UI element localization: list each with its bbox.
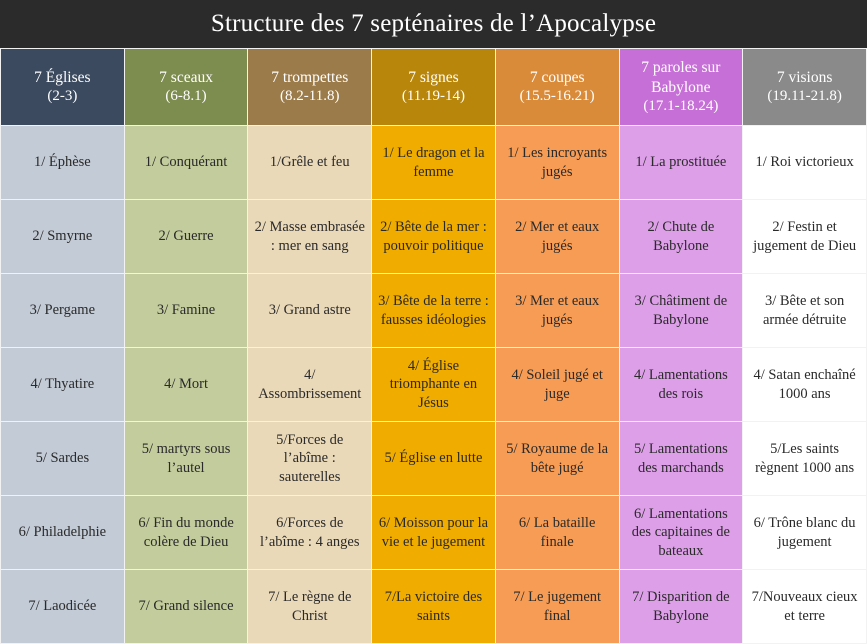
cell-signes-3: 3/ Bête de la terre : fausses idéologies	[372, 274, 496, 348]
cell-trompettes-4: 4/ Assombrissement	[248, 348, 372, 422]
column-header-trompettes-name: 7 trompettes	[271, 68, 349, 86]
column-header-paroles-babylone-name: 7 paroles sur Babylone	[641, 59, 721, 96]
cell-paroles-babylone-1: 1/ La prostituée	[619, 126, 743, 200]
column-header-eglises-name: 7 Églises	[34, 68, 91, 86]
column-header-visions	[743, 49, 867, 126]
cell-coupes-1: 1/ Les incroyants jugés	[495, 126, 619, 200]
cell-signes-6: 6/ Moisson pour la vie et le jugement	[372, 496, 496, 570]
cell-visions-1: 1/ Roi victorieux	[743, 126, 867, 200]
column-header-coupes-name: 7 coupes	[529, 68, 585, 86]
table-row	[1, 274, 867, 348]
column-header-signes	[372, 49, 496, 126]
cell-eglises-5: 5/ Sardes	[1, 422, 125, 496]
column-header-visions-name: 7 visions	[776, 68, 833, 86]
cell-paroles-babylone-4: 4/ Lamentations des rois	[619, 348, 743, 422]
cell-sceaux-3: 3/ Famine	[124, 274, 248, 348]
table-row	[1, 200, 867, 274]
cell-coupes-6: 6/ La bataille finale	[495, 496, 619, 570]
cell-eglises-1: 1/ Éphèse	[1, 126, 125, 200]
cell-eglises-2: 2/ Smyrne	[1, 200, 125, 274]
cell-visions-6: 6/ Trône blanc du jugement	[743, 496, 867, 570]
cell-sceaux-7: 7/ Grand silence	[124, 570, 248, 644]
cell-signes-7: 7/La victoire des saints	[372, 570, 496, 644]
cell-visions-4: 4/ Satan enchaîné 1000 ans	[743, 348, 867, 422]
cell-signes-4: 4/ Église triomphante en Jésus	[372, 348, 496, 422]
cell-sceaux-6: 6/ Fin du monde colère de Dieu	[124, 496, 248, 570]
cell-eglises-6: 6/ Philadelphie	[1, 496, 125, 570]
column-header-signes-name: 7 signes	[408, 68, 459, 86]
cell-signes-5: 5/ Église en lutte	[372, 422, 496, 496]
cell-trompettes-6: 6/Forces de l’abîme : 4 anges	[248, 496, 372, 570]
table-row	[1, 126, 867, 200]
table-row	[1, 348, 867, 422]
column-header-eglises-refs: (2-3)	[47, 88, 78, 105]
column-header-sceaux	[124, 49, 248, 126]
table-row	[1, 422, 867, 496]
column-header-visions-refs: (19.11-21.8)	[767, 88, 842, 105]
column-header-paroles-babylone	[619, 49, 743, 126]
cell-sceaux-5: 5/ martyrs sous l’autel	[124, 422, 248, 496]
cell-coupes-3: 3/ Mer et eaux jugés	[495, 274, 619, 348]
cell-paroles-babylone-2: 2/ Chute de Babylone	[619, 200, 743, 274]
cell-visions-7: 7/Nouveaux cieux et terre	[743, 570, 867, 644]
cell-sceaux-4: 4/ Mort	[124, 348, 248, 422]
cell-paroles-babylone-6: 6/ Lamentations des capitaines de bateaux	[619, 496, 743, 570]
column-header-coupes	[495, 49, 619, 126]
cell-coupes-2: 2/ Mer et eaux jugés	[495, 200, 619, 274]
cell-trompettes-7: 7/ Le règne de Christ	[248, 570, 372, 644]
cell-signes-2: 2/ Bête de la mer : pouvoir politique	[372, 200, 496, 274]
cell-sceaux-2: 2/ Guerre	[124, 200, 248, 274]
column-header-coupes-refs: (15.5-16.21)	[519, 88, 595, 105]
header-row	[1, 49, 867, 126]
cell-coupes-7: 7/ Le jugement final	[495, 570, 619, 644]
cell-sceaux-1: 1/ Conquérant	[124, 126, 248, 200]
table-body	[1, 126, 867, 644]
column-header-trompettes-refs: (8.2-11.8)	[280, 88, 340, 105]
cell-eglises-4: 4/ Thyatire	[1, 348, 125, 422]
cell-paroles-babylone-3: 3/ Châtiment de Babylone	[619, 274, 743, 348]
column-header-eglises	[1, 49, 125, 126]
cell-eglises-7: 7/ Laodicée	[1, 570, 125, 644]
table-header	[1, 49, 867, 126]
column-header-sceaux-refs: (6-8.1)	[165, 88, 207, 105]
cell-signes-1: 1/ Le dragon et la femme	[372, 126, 496, 200]
column-header-sceaux-name: 7 sceaux	[159, 68, 213, 86]
cell-visions-3: 3/ Bête et son armée détruite	[743, 274, 867, 348]
cell-eglises-3: 3/ Pergame	[1, 274, 125, 348]
column-header-signes-refs: (11.19-14)	[401, 88, 466, 105]
cell-paroles-babylone-5: 5/ Lamentations des marchands	[619, 422, 743, 496]
septenaires-table	[0, 48, 867, 644]
column-header-trompettes	[248, 49, 372, 126]
column-header-paroles-babylone-refs: (17.1-18.24)	[643, 98, 719, 114]
page-title: Structure des 7 septénaires de l’Apocalypse	[210, 10, 657, 37]
cell-paroles-babylone-7: 7/ Disparition de Babylone	[619, 570, 743, 644]
table-row	[1, 496, 867, 570]
cell-coupes-5: 5/ Royaume de la bête jugé	[495, 422, 619, 496]
cell-trompettes-5: 5/Forces de l’abîme : sauterelles	[248, 422, 372, 496]
cell-trompettes-3: 3/ Grand astre	[248, 274, 372, 348]
cell-coupes-4: 4/ Soleil jugé et juge	[495, 348, 619, 422]
cell-trompettes-1: 1/Grêle et feu	[248, 126, 372, 200]
table-row	[1, 570, 867, 644]
cell-visions-5: 5/Les saints règnent 1000 ans	[743, 422, 867, 496]
cell-visions-2: 2/ Festin et jugement de Dieu	[743, 200, 867, 274]
cell-trompettes-2: 2/ Masse embrasée : mer en sang	[248, 200, 372, 274]
